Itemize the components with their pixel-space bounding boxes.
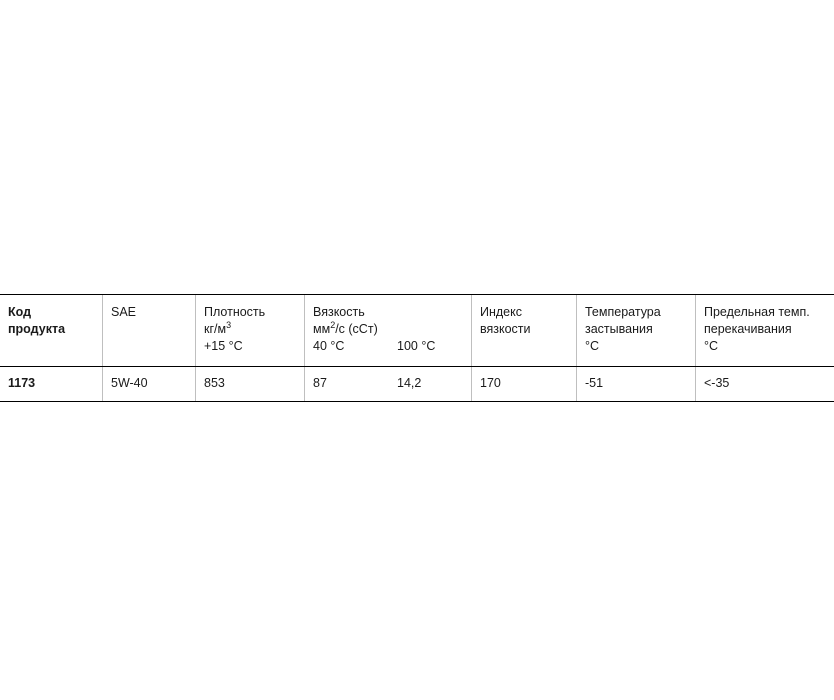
header-index-line2: вязкости bbox=[480, 321, 531, 336]
value-pumping: <-35 bbox=[704, 375, 730, 390]
header-viscosity-temp-40: 40 °C bbox=[313, 338, 345, 353]
header-cell-index bbox=[472, 295, 577, 367]
cell-code bbox=[0, 366, 103, 401]
value-viscosity-100: 14,2 bbox=[397, 375, 422, 390]
header-viscosity-title: Вязкость bbox=[313, 305, 365, 319]
cell-pour-point bbox=[577, 366, 696, 401]
product-spec-table bbox=[0, 294, 834, 402]
header-viscosity-unit: мм bbox=[313, 321, 331, 336]
header-code-line1: Код bbox=[8, 305, 32, 319]
value-index: 170 bbox=[480, 375, 501, 390]
table-header-row bbox=[0, 295, 834, 367]
header-density-unit: кг/м bbox=[204, 321, 227, 336]
value-density: 853 bbox=[204, 375, 225, 390]
header-pumping-line3: °C bbox=[704, 338, 719, 353]
header-cell-density bbox=[196, 295, 305, 367]
value-viscosity-40: 87 bbox=[313, 375, 327, 390]
cell-density bbox=[196, 366, 305, 401]
header-viscosity-exponent: 2 bbox=[330, 319, 336, 330]
header-cell-pour-point bbox=[577, 295, 696, 367]
header-pour-line2: застывания bbox=[585, 321, 653, 336]
header-viscosity-unit-line bbox=[313, 321, 381, 338]
cell-index bbox=[472, 366, 577, 401]
header-pumping-line1: Предельная темп. bbox=[704, 305, 810, 319]
header-density-line2 bbox=[204, 321, 296, 338]
value-pour-point: -51 bbox=[585, 375, 604, 390]
header-cell-viscosity-40 bbox=[305, 295, 390, 367]
header-pumping-line2: перекачивания bbox=[704, 321, 792, 336]
value-code: 1173 bbox=[8, 375, 36, 390]
header-pour-line3: °C bbox=[585, 338, 600, 353]
header-cell-viscosity-100 bbox=[389, 295, 472, 367]
cell-viscosity-40 bbox=[305, 366, 390, 401]
header-cell-sae bbox=[103, 295, 196, 367]
header-cell-pumping bbox=[696, 295, 834, 367]
cell-viscosity-100 bbox=[389, 366, 472, 401]
header-cell-code bbox=[0, 295, 103, 367]
header-index-line1: Индекс bbox=[480, 305, 522, 319]
cell-pumping bbox=[696, 366, 834, 401]
header-code-line2: продукта bbox=[8, 321, 66, 336]
header-viscosity-spacer1 bbox=[397, 304, 463, 321]
header-viscosity-spacer2 bbox=[397, 321, 463, 338]
header-sae-line1: SAE bbox=[111, 305, 137, 319]
header-viscosity-temp-100: 100 °C bbox=[397, 338, 436, 353]
header-density-line1: Плотность bbox=[204, 305, 266, 319]
header-density-line3: +15 °C bbox=[204, 338, 243, 353]
header-pour-line1: Температура bbox=[585, 305, 661, 319]
spec-table-container bbox=[0, 294, 810, 402]
cell-sae bbox=[103, 366, 196, 401]
table-row bbox=[0, 366, 834, 401]
value-sae: 5W-40 bbox=[111, 375, 148, 390]
header-viscosity-unit-rest: /с (сСт) bbox=[335, 321, 378, 336]
header-density-exponent: 3 bbox=[226, 319, 232, 330]
